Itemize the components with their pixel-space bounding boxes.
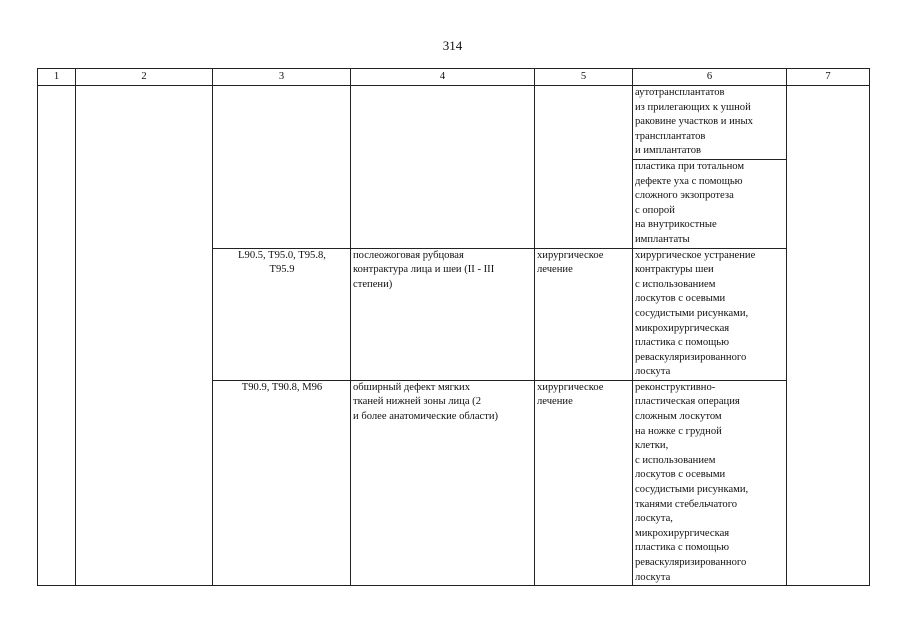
cell-method: реконструктивно- пластическая операция сложным лоскутом на ножке с грудной клетки, с использованием лоскутов с осевыми сосудистыми рисунками, тканями стебельчатого лоскута, микрохирургическая пластика с помощью реваскуляризированного лоскута xyxy=(633,380,787,585)
cell-icd-codes: T90.9, T90.8, M96 xyxy=(213,380,351,585)
header-col-6: 6 xyxy=(633,69,787,86)
table-header xyxy=(38,69,870,86)
header-col-5: 5 xyxy=(535,69,633,86)
cell-diagnosis xyxy=(351,86,535,249)
cell-treatment-type: хирургическое лечение xyxy=(535,380,633,585)
header-col-3: 3 xyxy=(213,69,351,86)
cell-treatment-type xyxy=(535,86,633,249)
medical-procedures-table xyxy=(37,68,870,586)
cell-col-2 xyxy=(76,86,213,586)
cell-col-1 xyxy=(38,86,76,586)
cell-icd-codes: L90.5, T95.0, T95.8, T95.9 xyxy=(213,248,351,380)
cell-diagnosis: обширный дефект мягких тканей нижней зоны лица (2 и более анатомические области) xyxy=(351,380,535,585)
page-number: 314 xyxy=(442,38,463,53)
header-col-2: 2 xyxy=(76,69,213,86)
cell-method: хирургическое устранение контрактуры шеи с использованием лоскутов с осевыми сосудистыми рисунками, микрохирургическая пластика с помощью реваскуляризированного лоскута xyxy=(633,248,787,380)
header-col-4: 4 xyxy=(351,69,535,86)
cell-diagnosis: послеожоговая рубцовая контрактура лица и шеи (II - III степени) xyxy=(351,248,535,380)
header-row xyxy=(38,69,870,86)
cell-method: пластика при тотальном дефекте уха с помощью сложного экзопротеза с опорой на внутрикостные имплантаты xyxy=(633,159,787,248)
cell-treatment-type: хирургическое лечение xyxy=(535,248,633,380)
table-body xyxy=(38,86,870,586)
table-row xyxy=(38,86,870,160)
cell-icd-codes xyxy=(213,86,351,249)
header-col-1: 1 xyxy=(38,69,76,86)
cell-col-7 xyxy=(787,86,870,586)
cell-method: аутотрансплантатов из прилегающих к ушной раковине участков и иных трансплантатов и имплантатов xyxy=(633,86,787,160)
header-col-7: 7 xyxy=(787,69,870,86)
